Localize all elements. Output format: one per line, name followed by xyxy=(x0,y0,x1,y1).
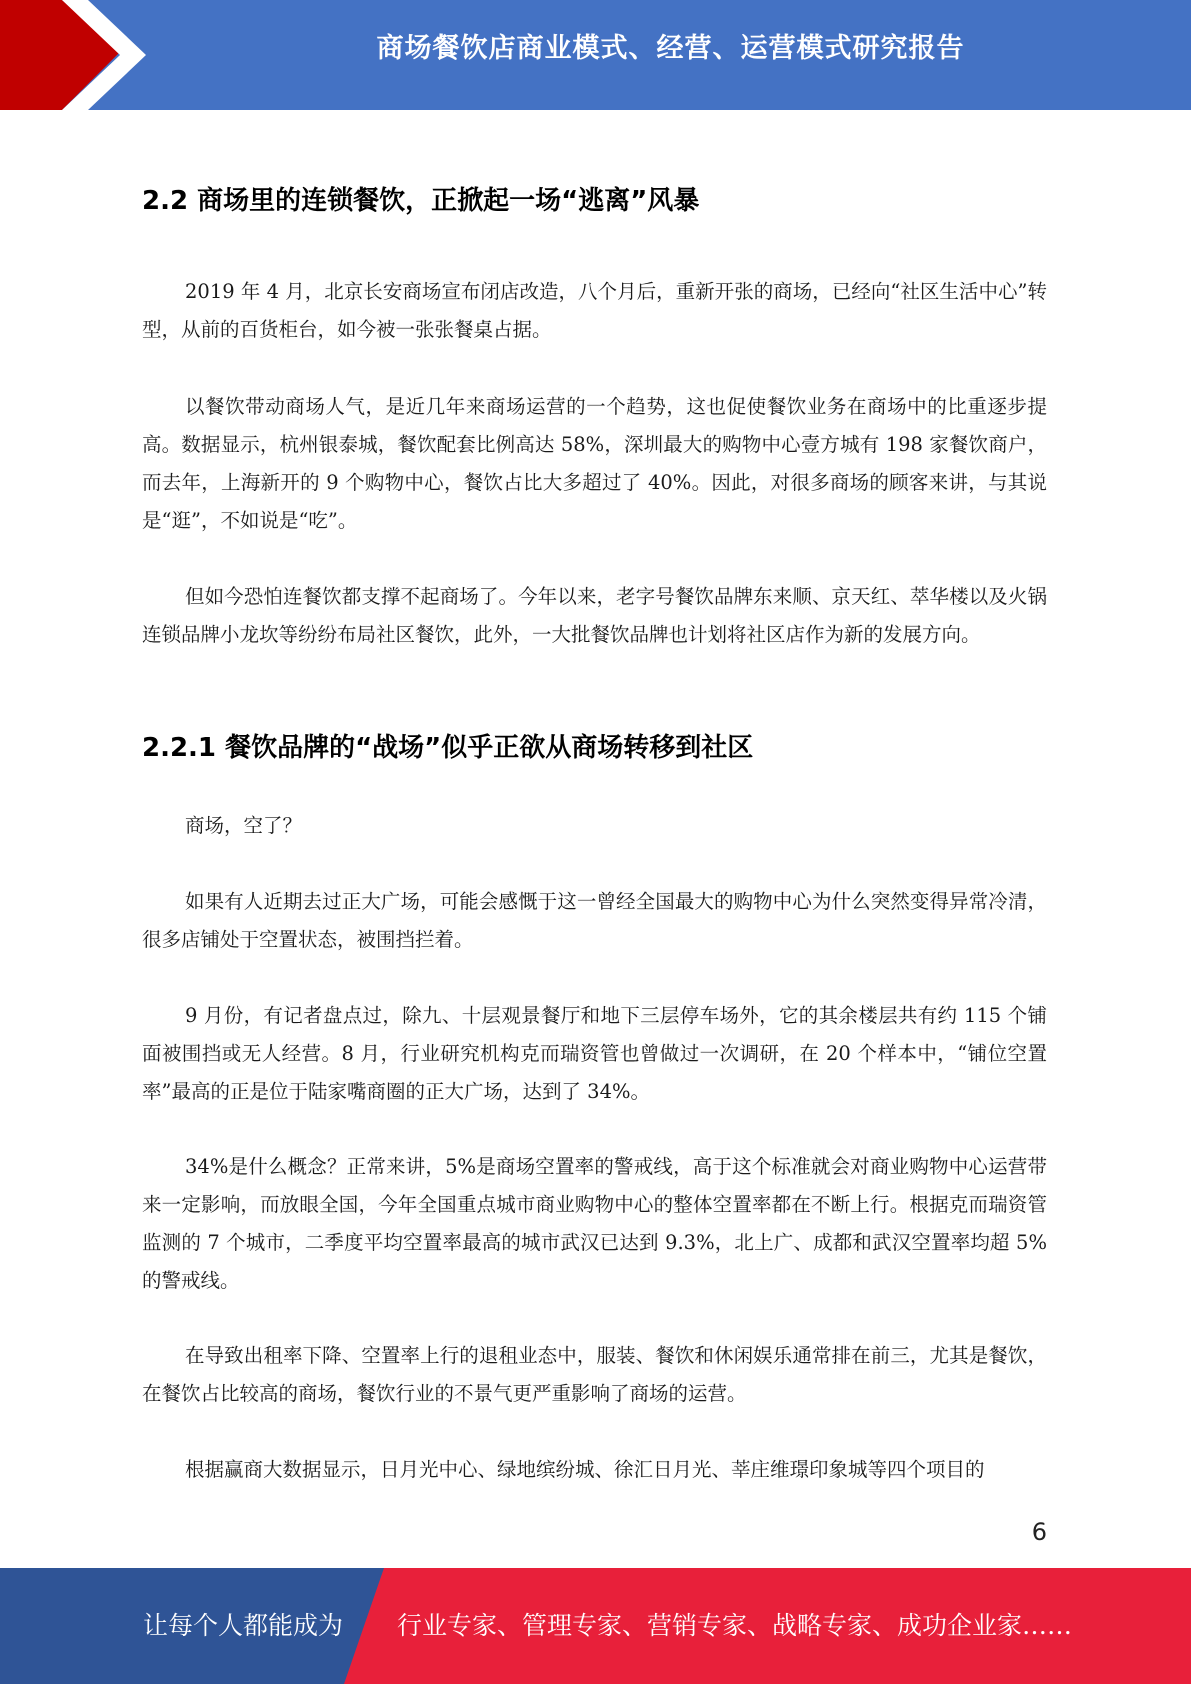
paragraph-5: 如果有人近期去过正大广场，可能会感慨于这一曾经全国最大的购物中心为什么突然变得异常冷清，很多店铺处于空置状态，被围挡拦着。 xyxy=(142,890,1047,951)
paragraph-8: 在导致出租率下降、空置率上行的退租业态中，服装、餐饮和休闲娱乐通常排在前三，尤其是餐饮，在餐饮占比较高的商场，餐饮行业的不景气更严重影响了商场的运营。 xyxy=(142,1344,1047,1405)
paragraph-9: 根据赢商大数据显示，日月光中心、绿地缤纷城、徐汇日月光、莘庄维璟印象城等四个项目的 xyxy=(185,1458,985,1481)
footer-slogan-right: 行业专家、管理专家、营销专家、战略专家、成功企业家…… xyxy=(397,1611,1073,1640)
footer-slogan-left: 让每个人都能成为 xyxy=(143,1611,344,1640)
paragraph-1: 2019 年 4 月，北京长安商场宣布闭店改造，八个月后，重新开张的商场，已经向“社区生活中心”转型，从前的百货柜台，如今被一张张餐桌占据。 xyxy=(142,280,1047,341)
paragraph-6: 9 月份，有记者盘点过，除九、十层观景餐厅和地下三层停车场外，它的其余楼层共有约 115 个铺面被围挡或无人经营。8 月，行业研究机构克而瑞资管也曾做过一次调研，在 20 个样本中，“铺位空置率”最高的正是位于陆家嘴商圈的正大广场，达到了 34%。 xyxy=(142,1004,1047,1103)
paragraph-7: 34%是什么概念？正常来讲，5%是商场空置率的警戒线，高于这个标准就会对商业购物中心运营带来一定影响，而放眼全国，今年全国重点城市商业购物中心的整体空置率都在不断上行。根据克而瑞资管监测的 7 个城市，二季度平均空置率最高的城市武汉已达到 9.3%，北上广、成都和武汉空置率均超 5%的警戒线。 xyxy=(142,1155,1047,1292)
paragraph-2: 以餐饮带动商场人气，是近几年来商场运营的一个趋势，这也促使餐饮业务在商场中的比重逐步提高。数据显示，杭州银泰城，餐饮配套比例高达 58%，深圳最大的购物中心壹方城有 198 家餐饮商户，而去年，上海新开的 9 个购物中心，餐饮占比大多超过了 40%。因此，对很多商场的顾客来讲，与其说是“逛”，不如说是“吃”。 xyxy=(142,395,1047,532)
section-heading-2-2-1: 2.2.1 餐饮品牌的“战场”似乎正欲从商场转移到社区 xyxy=(142,733,754,763)
report-title: 商场餐饮店商业模式、经营、运营模式研究报告 xyxy=(376,33,965,64)
paragraph-4: 商场，空了？ xyxy=(185,814,303,837)
section-heading-2-2: 2.2 商场里的连锁餐饮，正掀起一场“逃离”风暴 xyxy=(142,186,700,216)
page-footer xyxy=(0,1568,1191,1684)
page-header xyxy=(0,0,1191,110)
paragraph-3: 但如今恐怕连餐饮都支撑不起商场了。今年以来，老字号餐饮品牌东来顺、京天红、萃华楼以及火锅连锁品牌小龙坎等纷纷布局社区餐饮，此外，一大批餐饮品牌也计划将社区店作为新的发展方向。 xyxy=(142,585,1047,646)
page-number: 6 xyxy=(1031,1518,1047,1546)
